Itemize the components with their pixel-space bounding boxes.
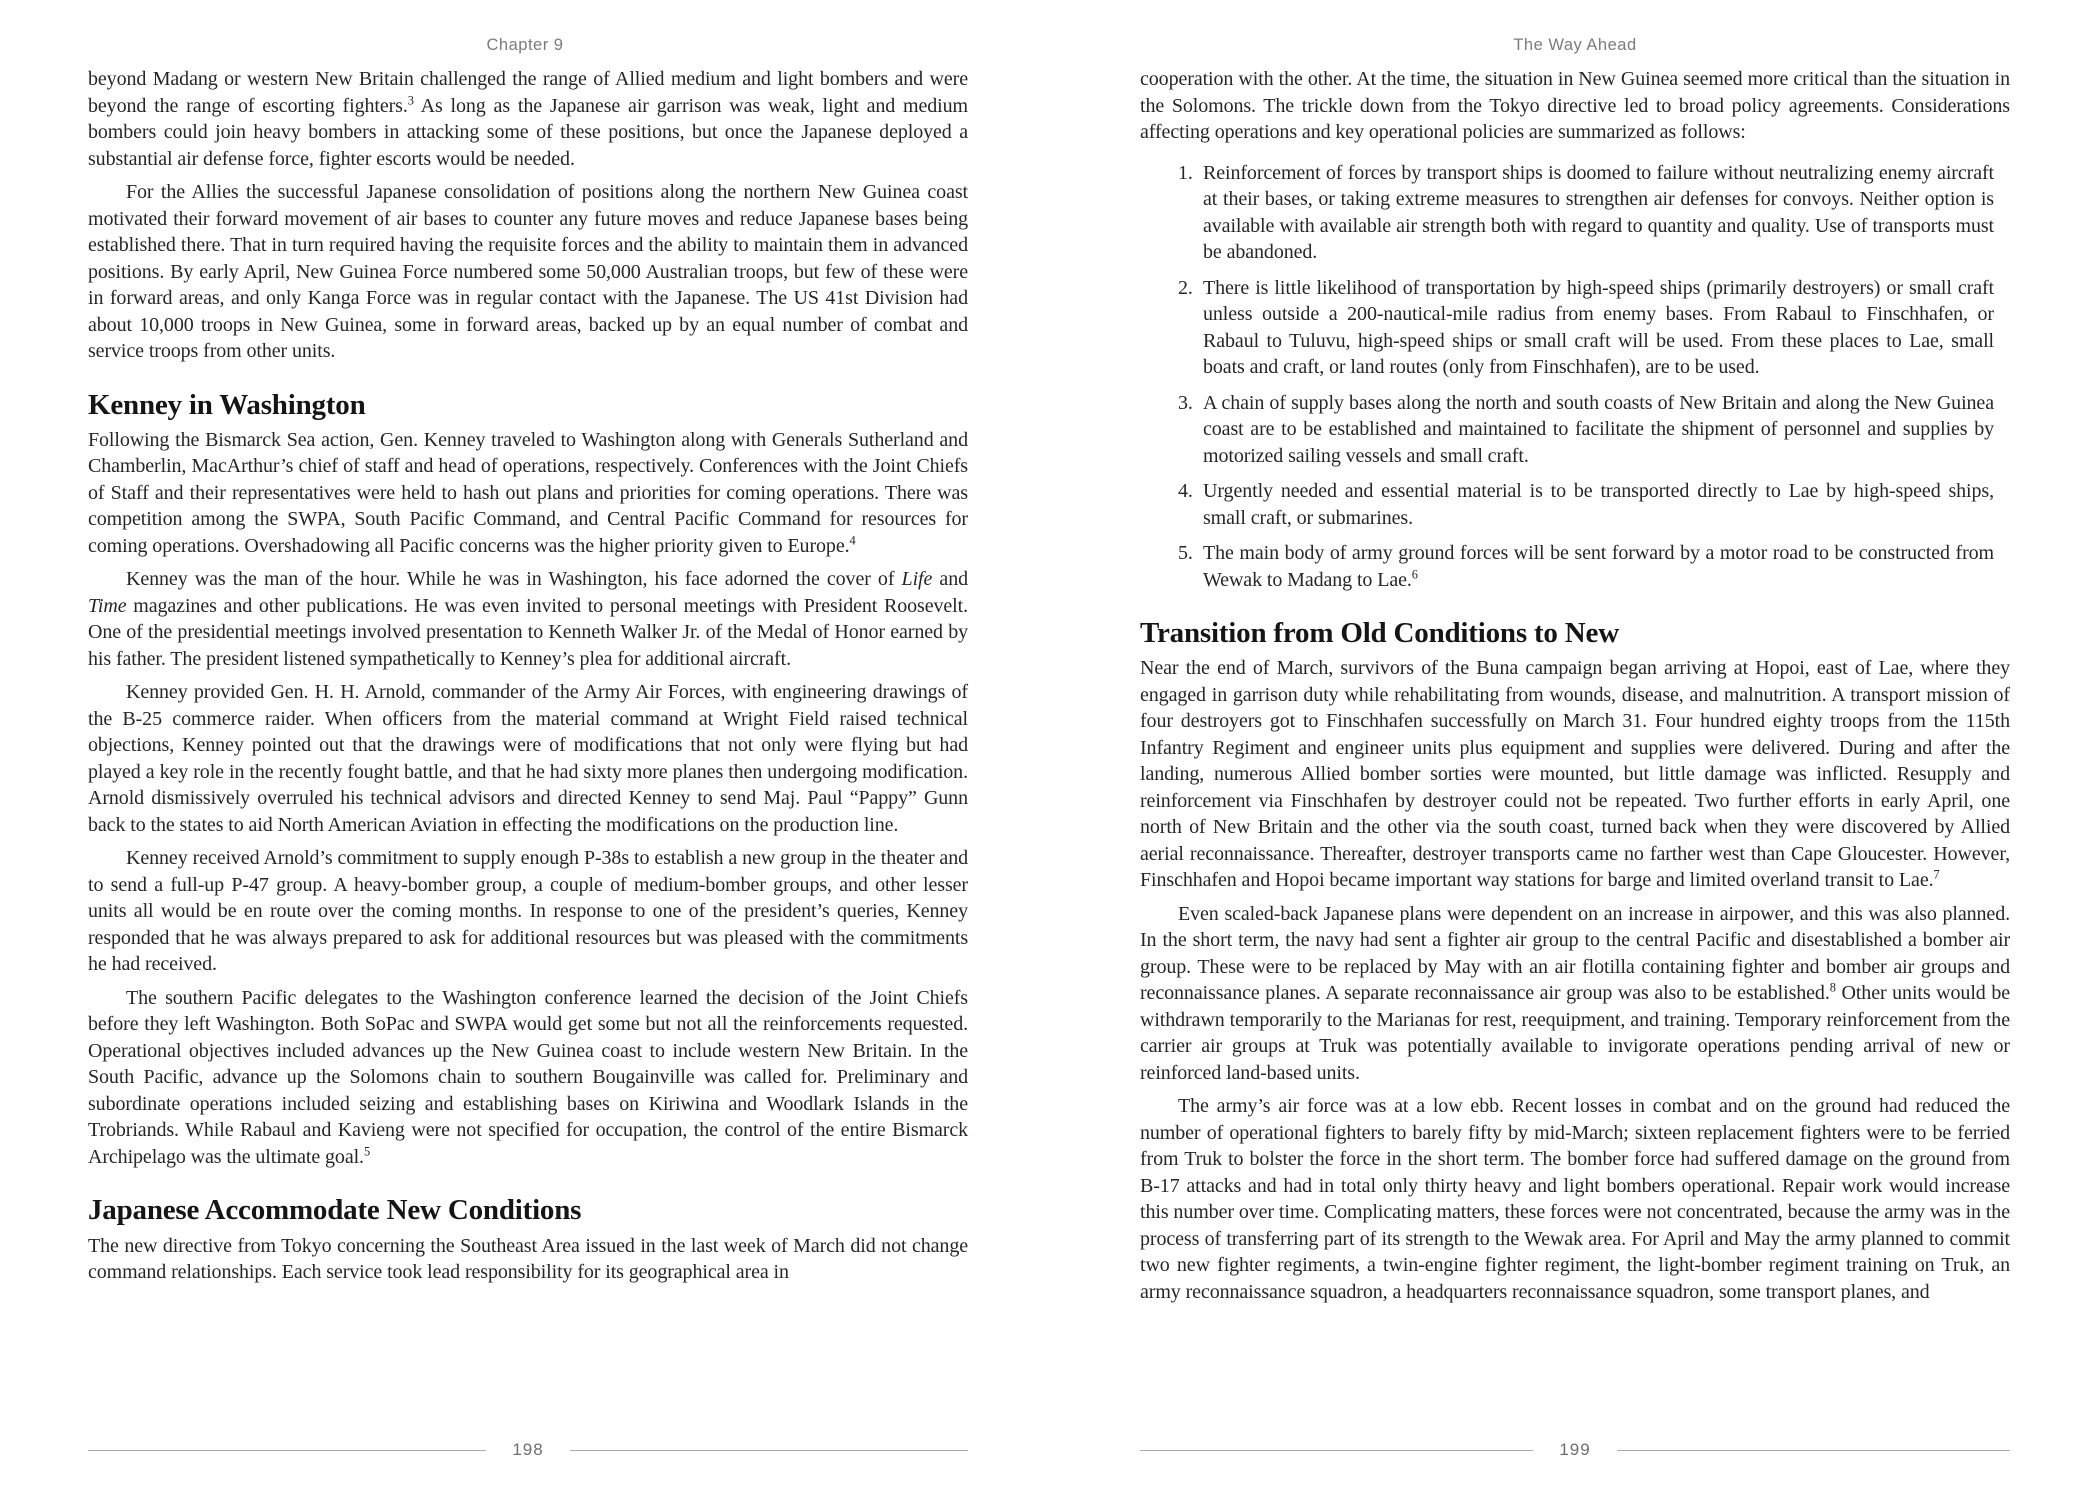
paragraph: cooperation with the other. At the time, the situation in New Guinea seemed more critical than the situation in the Solomons. The trickle down from the Tokyo directive led to broad policy agreements. Considerations affecting operations and key operational policies are summarized as follows: [1140,68,2010,143]
footer-rule-left [88,1450,486,1451]
paragraph: For the Allies the successful Japanese consolidation of positions along the northern New Guinea coast motivated their forward movement of air bases to counter any future moves and reduce Japanese bases being established there. That in turn required having the requisite forces and the ability to maintain them in advanced positions. By early April, New Guinea Force numbered some 50,000 Australian troops, but few of these were in forward areas, and only Kanga Force was in regular contact with the Japanese. The US 41st Division had about 10,000 troops in New Guinea, some in forward areas, backed up by an equal number of combat and service troops from other units. [88,181,968,362]
left-page-footer [88,1440,968,1460]
running-head-section: The Way Ahead [1513,36,1637,54]
right-page-text-column [1140,66,2010,1305]
paragraph: Near the end of March, survivors of the Buna campaign began arriving at Hopoi, east of Lae, where they engaged in garrison duty while rehabilitating from wounds, disease, and malnutrition. A transport mission of four destroyers got to Finschhafen successfully on March 31. Four hundred eighty troops from the 115th Infantry Regiment and engineer units plus equipment and supplies were delivered. During and after the landing, numerous Allied bomber sorties were mounted, but little damage was inflicted. Resupply and reinforcement via Finschhafen by destroyer could not be repeated. Two further efforts in early April, one north of New Britain and the other via the south coast, turned back when they were discovered by Allied aerial reconnaissance. Thereafter, destroyer transports came no farther west than Cape Gloucester. However, Finschhafen and Hopoi became important way stations for barge and limited overland transit to Lae.$^7$ [1140,657,2010,892]
page-number-right: 199 [1559,1440,1591,1459]
footer-rule-right [1617,1450,2010,1451]
paragraph: The new directive from Tokyo concerning the Southeast Area issued in the last week of March did not change command relationships. Each service took lead responsibility for its geographical area in [88,1234,968,1284]
paragraph: Following the Bismarck Sea action, Gen. Kenney traveled to Washington along with Generals Sutherland and Chamberlin, MacArthur’s chief of staff and head of operations, respectively. Conferences with the Joint Chiefs of Staff and their representatives were held to hash out plans and priorities for coming operations. There was competition among the SWPA, South Pacific Command, and Central Pacific Command for resources for coming operations. Overshadowing all Pacific concerns was the higher priority given to Europe.$^4$ [88,428,968,557]
paragraph: The southern Pacific delegates to the Washington conference learned the decision of the Joint Chiefs before they left Washington. Both SoPac and SWPA would get some but not all the reinforcements requested. Operational objectives included advances up the New Guinea coast to include western New Britain. In the South Pacific, advance up the Solomons chain to southern Bougainville was called for. Preliminary and subordinate operations included seizing and establishing bases on Kiriwina and Woodlark Islands in the Trobriands. While Rabaul and Kavieng were not specified for occupation, the control of the entire Bismarck Archipelago was the ultimate goal.$^5$ [88,986,968,1168]
list-item: Reinforcement of forces by transport ships is doomed to failure without neutralizing enemy aircraft at their bases, or taking extreme measures to strengthen air defenses for convoys. Neither option is available with available air strength both with regard to quantity and quality. Use of transports must be abandoned. [1203,161,1994,263]
section-heading: Kenney in Washington [88,388,366,421]
section-heading: Transition from Old Conditions to New [1140,617,1619,649]
paragraph: The army’s air force was at a low ebb. Recent losses in combat and on the ground had reduced the number of operational fighters to barely fifty by mid-March; sixteen replacement fighters were to be ferried from Truk to bolster the force in the short term. The bomber force had suffered damage on the ground from B-17 attacks and had in total only thirty heavy and light bombers operational. Repair work would increase this number over time. Complicating matters, these forces were not concentrated, because the army was in the process of transferring part of its strength to the Wewak area. For April and May the army planned to commit two new fighter regiments, a twin-engine fighter regiment, the light-bomber regiment training on Truk, an army reconnaissance squadron, a headquarters reconnaissance squadron, some transport planes, and [1140,1095,2010,1303]
section-heading: Japanese Accommodate New Conditions [88,1194,582,1227]
numbered-list [1140,160,1994,594]
page-right [1050,0,2100,1500]
footer-rule-left [1140,1450,1533,1451]
list-item: The main body of army ground forces will be sent forward by a motor road to be constructed from Wewak to Madang to Lae.$^6$ [1203,542,1994,591]
footer-rule-right [570,1450,968,1451]
running-head-chapter: Chapter 9 [486,36,564,54]
list-item: Urgently needed and essential material is to be transported directly to Lae by high-speed ships, small craft, or submarines. [1203,480,1994,529]
list-item: A chain of supply bases along the north and south coasts of New Britain and along the New Guinea coast are to be established and maintained to facilitate the shipment of personnel and supplies by motorized sailing vessels and small craft. [1203,391,1994,467]
page-number-left: 198 [512,1440,544,1459]
paragraph: Kenney was the man of the hour. While he was in Washington, his face adorned the cover of Life and Time magazines and other publications. He was even invited to personal meetings with President Roosevelt. One of the presidential meetings involved presentation to Kenneth Walker Jr. of the Medal of Honor earned by his father. The president listened sympathetically to Kenney’s plea for additional aircraft. [88,568,968,670]
paragraph: Kenney provided Gen. H. H. Arnold, commander of the Army Air Forces, with engineering drawings of the B-25 commerce raider. When officers from the material command at Wright Field raised technical objections, Kenney pointed out that the drawings were of modifications that not only were flying but had played a key role in the recently fought battle, and that he had sixty more planes then undergoing modification. Arnold dismissively overruled his technical advisors and directed Kenney to send Maj. Paul “Pappy” Gunn back to the states to aid North American Aviation in effecting the modifications on the production line. [88,681,968,836]
list-item: There is little likelihood of transportation by high-speed ships (primarily destroyers) or small craft unless outside a 200-nautical-mile radius from enemy bases. From Rabaul to Finschhafen, or Rabaul to Tuluvu, high-speed ships or small craft will be used. From these places to Lae, small boats and craft, or land routes (only from Finschhafen), are to be used. [1203,276,1994,378]
paragraph: beyond Madang or western New Britain challenged the range of Allied medium and light bombers and were beyond the range of escorting fighters.$^3$ As long as the Japanese air garrison was weak, light and medium bombers could join heavy bombers in attacking some of these positions, but once the Japanese deployed a substantial air defense force, fighter escorts would be needed. [88,68,968,170]
right-page-footer [1140,1440,2010,1460]
left-page-text-column [88,66,968,1286]
paragraph: Kenney received Arnold’s commitment to supply enough P-38s to establish a new group in the theater and to send a full-up P-47 group. A heavy-bomber group, a couple of medium-bomber groups, and other lesser units all would be en route over the coming months. In response to one of the president’s queries, Kenney responded that he was always prepared to ask for additional resources but was pleased with the commitments he had received. [88,847,968,976]
paragraph: Even scaled-back Japanese plans were dependent on an increase in airpower, and this was also planned. In the short term, the navy had sent a fighter air group to the central Pacific and disestablished a bomber air group. These were to be replaced by May with an air flotilla containing fighter and bomber air groups and reconnaissance planes. A separate reconnaissance air group was also to be established.$^8$ Other units would be withdrawn temporarily to the Marianas for rest, reequipment, and training. Temporary reinforcement from the carrier air groups at Truk was potentially available to invigorate operations pending arrival of new or reinforced land-based units. [1140,902,2010,1084]
